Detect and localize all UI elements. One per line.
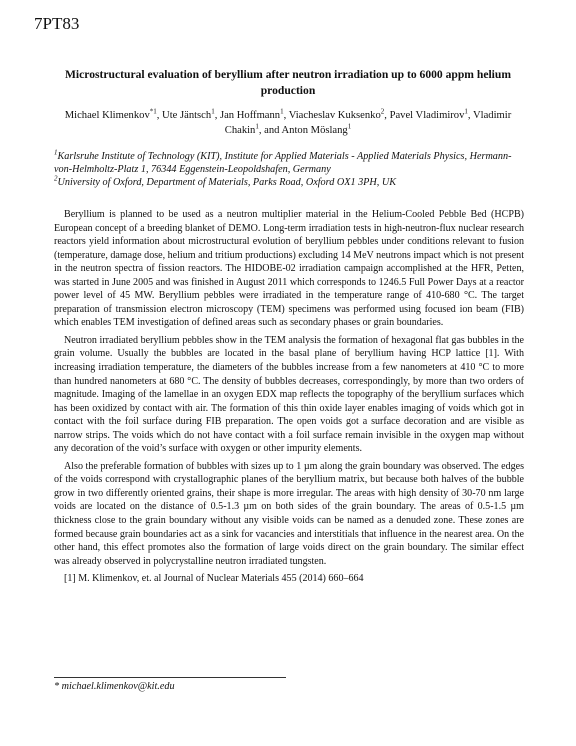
reference: [1] M. Klimenkov, et. al Journal of Nuclear Materials 455 (2014) 660–664 xyxy=(64,573,364,585)
abstract-code: 7PT83 xyxy=(34,14,80,33)
affiliation: $^1$Karlsruhe Institute of Technology (KIT), Institute for Applied Materials - Applied Materials Physics, Hermann-von-Helmholtz-Platz 1, 76344 Eggenstein-Leopoldshafen, Germany xyxy=(54,148,512,176)
author: Anton Möslang$^1$ xyxy=(281,122,352,136)
paper-title: Microstructural evaluation of beryllium after neutron irradiation up to 6000 appm helium production xyxy=(64,68,512,97)
author: Ute Jäntsch$^1$, xyxy=(162,107,220,121)
body-paragraph: Neutron irradiated beryllium pebbles show in the TEM analysis the formation of hexagonal flat gas bubbles in the grain volume. Usually the bubbles are located in the basal plane of beryllium having HCP lattice [1]. With increasing irradiation temperature, the diameters of the bubbles increase from a few nanometers at 410 °C to more than hundred nanometers at 680 °C. The density of bubbles decreases, correspondingly, by more than two orders of magnitude. Imaging of the lamellae in an oxygen EDX map reflects the topography of the beryllium surfaces which has been oxidized by contact with air. The formation of this thin oxide layer enables imaging of voids which got in contact with the foil surface during FIB preparation. The open voids got a surface decoration and are visible as narrow strips. The voids which do not have contact with a foil surface remain invisible in the oxygen map without any decoration of the void’s surface with oxygen or other impurity elements. xyxy=(54,334,524,455)
abstract-body xyxy=(54,208,524,590)
author: Jan Hoffmann$^1$, xyxy=(219,107,289,121)
author: Michael Klimenkov$^{*1}$, xyxy=(64,107,163,121)
author: Vladimir Chakin$^1$, and xyxy=(224,110,512,136)
contact-email: michael.klimenkov@kit.edu xyxy=(61,681,175,692)
footnote: * michael.klimenkov@kit.edu xyxy=(54,681,175,692)
body-paragraph: Also the preferable formation of bubbles with sizes up to 1 µm along the grain boundary was observed. The edges of the voids correspond with crystallographic planes of the beryllium matrix, but because both halves of the bubble grow in two differently oriented grains, their shape is more irregular. The areas with high density of 30-70 nm large voids are located on the distance of 0.5-1.3 µm on both sides of the grain boundary. The areas of 0.5-1.5 µm thickness close to the grain boundary without any visible voids can be named as a denuded zone. These zones are formed because grain boundaries act as a sink for vacancies and interstitials that influence in the nearest area. On the other hand, this effect promotes also the formation of large voids direct on the grain boundary. The similar effect was already observed in polycrystalline neutron irradiated tungsten. xyxy=(54,460,524,567)
author: Viacheslav Kuksenko$^2$, xyxy=(288,107,390,121)
footnote-divider xyxy=(54,677,286,678)
affiliation: $^2$University of Oxford, Department of Materials, Parks Road, Oxford OX1 3PH, UK xyxy=(54,175,397,189)
body-paragraph: Beryllium is planned to be used as a neutron multiplier material in the Helium-Cooled Pebble Bed (HCPB) European concept of a breeding blanket of DEMO. Long-term irradiation tests in high-neutron-flux nuclear research reactors yield information about microstructural evolution of beryllium pebbles under conditions relevant to fusion (temperature, damage dose, helium and tritium productions) excluding 14 MeV neutrons impact which is not present in the neutron spectra of fission reactors. The HIDOBE-02 irradiation campaign accomplished at the HFR, Petten, was started in June 2005 and was finished in August 2011 which corresponds to 1246.5 Full Power Days at a reactor power level of 45 MW. Beryllium pebbles were irradiated in the temperature range of 410-680 °C. The target preparation of transmission electron microscopy (TEM) specimens was performed using focused ion beam (FIB) which enables TEM investigation of defined areas such as secondary phases or grain boundaries. xyxy=(54,209,524,329)
author: Pavel Vladimirov$^1$, xyxy=(389,107,474,121)
author-list xyxy=(50,108,526,138)
affiliations xyxy=(54,150,524,190)
